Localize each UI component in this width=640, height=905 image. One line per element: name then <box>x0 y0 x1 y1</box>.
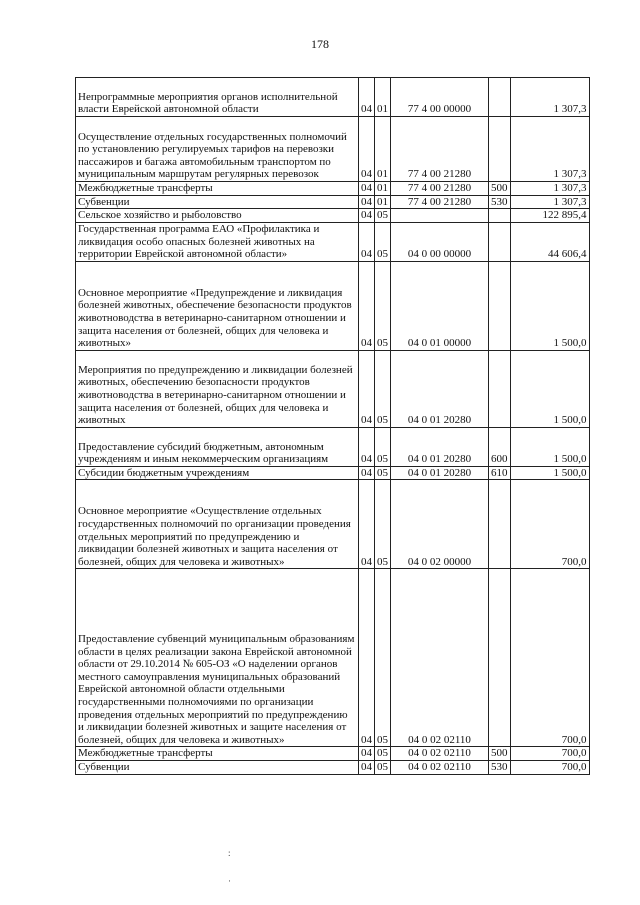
table-row <box>76 261 590 350</box>
row-subsection-code: 05 <box>375 427 391 466</box>
row-subsection-code: 01 <box>375 117 391 182</box>
table-row <box>76 480 590 569</box>
table-row <box>76 222 590 261</box>
row-subsection-code: 05 <box>375 261 391 350</box>
table-row <box>76 195 590 209</box>
row-section-code: 04 <box>359 350 375 427</box>
row-name: Предоставление субвенций муниципальным образованиям области в целях реализации закона Еврейской автономной области от 29.10.2014 № 605-ОЗ «О наделении органов местного самоуправления муниципальных образований Еврейской автономной области отдельными государственными полномочиями по организации проведения отдельных мероприятий по предупреждению и ликвидации болезней животных и защите населения от болезней, общих для человека и животных» <box>76 569 359 747</box>
row-section-code: 04 <box>359 760 375 774</box>
row-target-article-code: 04 0 02 00000 <box>391 480 489 569</box>
row-target-article-code: 77 4 00 00000 <box>391 78 489 117</box>
row-name: Межбюджетные трансферты <box>76 182 359 196</box>
row-subsection-code: 01 <box>375 195 391 209</box>
row-name: Основное мероприятие «Предупреждение и ликвидация болезней животных, обеспечение безопасности продуктов животноводства в ветеринарно-санитарном отношении и защита населения от болезней, общих для человека и животных» <box>76 261 359 350</box>
row-target-article-code: 04 0 01 00000 <box>391 261 489 350</box>
row-name: Субсидии бюджетным учреждениям <box>76 466 359 480</box>
row-target-article-code: 04 0 01 20280 <box>391 350 489 427</box>
row-amount: 1 500,0 <box>510 466 589 480</box>
row-amount: 700,0 <box>510 569 589 747</box>
row-section-code: 04 <box>359 195 375 209</box>
row-subsection-code: 05 <box>375 350 391 427</box>
row-expense-type-code <box>489 350 511 427</box>
row-expense-type-code: 500 <box>489 747 511 761</box>
row-target-article-code: 04 0 01 20280 <box>391 427 489 466</box>
row-expense-type-code <box>489 117 511 182</box>
row-name: Государственная программа ЕАО «Профилактика и ликвидация особо опасных болезней животных на территории Еврейской автономной области» <box>76 222 359 261</box>
row-amount: 1 307,3 <box>510 195 589 209</box>
scan-speck: : <box>228 848 231 858</box>
row-target-article-code: 04 0 02 02110 <box>391 569 489 747</box>
row-expense-type-code: 530 <box>489 760 511 774</box>
table-row <box>76 182 590 196</box>
row-amount: 1 500,0 <box>510 261 589 350</box>
row-section-code: 04 <box>359 569 375 747</box>
row-expense-type-code: 530 <box>489 195 511 209</box>
row-section-code: 04 <box>359 117 375 182</box>
row-expense-type-code <box>489 78 511 117</box>
row-target-article-code: 04 0 01 20280 <box>391 466 489 480</box>
row-expense-type-code: 500 <box>489 182 511 196</box>
row-expense-type-code <box>489 480 511 569</box>
row-section-code: 04 <box>359 222 375 261</box>
row-section-code: 04 <box>359 427 375 466</box>
table-row <box>76 760 590 774</box>
row-expense-type-code: 610 <box>489 466 511 480</box>
row-section-code: 04 <box>359 747 375 761</box>
table-row <box>76 78 590 117</box>
row-name: Межбюджетные трансферты <box>76 747 359 761</box>
row-target-article-code: 04 0 02 02110 <box>391 760 489 774</box>
budget-table <box>75 77 590 775</box>
table-row <box>76 209 590 223</box>
row-expense-type-code <box>489 569 511 747</box>
page-number: 178 <box>311 37 329 51</box>
row-amount: 700,0 <box>510 747 589 761</box>
row-section-code: 04 <box>359 209 375 223</box>
row-subsection-code: 05 <box>375 222 391 261</box>
row-target-article-code: 77 4 00 21280 <box>391 182 489 196</box>
row-target-article-code: 77 4 00 21280 <box>391 117 489 182</box>
row-amount: 1 307,3 <box>510 117 589 182</box>
row-target-article-code <box>391 209 489 223</box>
table-row <box>76 427 590 466</box>
row-amount: 1 307,3 <box>510 78 589 117</box>
row-section-code: 04 <box>359 261 375 350</box>
row-name: Субвенции <box>76 760 359 774</box>
row-target-article-code: 04 0 00 00000 <box>391 222 489 261</box>
table-row <box>76 350 590 427</box>
row-expense-type-code <box>489 209 511 223</box>
row-amount: 700,0 <box>510 480 589 569</box>
row-subsection-code: 01 <box>375 78 391 117</box>
table-row <box>76 117 590 182</box>
table-row <box>76 569 590 747</box>
row-name: Предоставление субсидий бюджетным, автономным учреждениям и иным некоммерческим организациям <box>76 427 359 466</box>
row-name: Осуществление отдельных государственных полномочий по установлению регулируемых тарифов на перевозки пассажиров и багажа автомобильным транспортом по муниципальным маршрутам регулярных перевозок <box>76 117 359 182</box>
row-amount: 122 895,4 <box>510 209 589 223</box>
row-expense-type-code <box>489 222 511 261</box>
row-amount: 1 500,0 <box>510 427 589 466</box>
row-subsection-code: 01 <box>375 182 391 196</box>
row-subsection-code: 05 <box>375 569 391 747</box>
row-section-code: 04 <box>359 182 375 196</box>
table-row <box>76 747 590 761</box>
row-section-code: 04 <box>359 466 375 480</box>
row-expense-type-code <box>489 261 511 350</box>
row-subsection-code: 05 <box>375 480 391 569</box>
row-target-article-code: 77 4 00 21280 <box>391 195 489 209</box>
row-section-code: 04 <box>359 78 375 117</box>
row-name: Непрограммные мероприятия органов исполнительной власти Еврейской автономной области <box>76 78 359 117</box>
row-target-article-code: 04 0 02 02110 <box>391 747 489 761</box>
row-name: Субвенции <box>76 195 359 209</box>
row-amount: 700,0 <box>510 760 589 774</box>
row-name: Основное мероприятие «Осуществление отдельных государственных полномочий по организации проведения отдельных мероприятий по предупреждению и ликвидации болезней животных и защита населения от болезней, общих для человека и животных» <box>76 480 359 569</box>
row-section-code: 04 <box>359 480 375 569</box>
row-expense-type-code: 600 <box>489 427 511 466</box>
row-name: Мероприятия по предупреждению и ликвидации болезней животных, обеспечению безопасности продуктов животноводства в ветеринарно-санитарном отношении и защита населения от болезней, общих для человека и животных <box>76 350 359 427</box>
budget-table-body <box>76 78 590 775</box>
row-subsection-code: 05 <box>375 209 391 223</box>
table-row <box>76 466 590 480</box>
row-subsection-code: 05 <box>375 760 391 774</box>
row-name: Сельское хозяйство и рыболовство <box>76 209 359 223</box>
row-amount: 44 606,4 <box>510 222 589 261</box>
scan-speck: · <box>228 876 231 886</box>
row-subsection-code: 05 <box>375 747 391 761</box>
row-subsection-code: 05 <box>375 466 391 480</box>
row-amount: 1 500,0 <box>510 350 589 427</box>
row-amount: 1 307,3 <box>510 182 589 196</box>
